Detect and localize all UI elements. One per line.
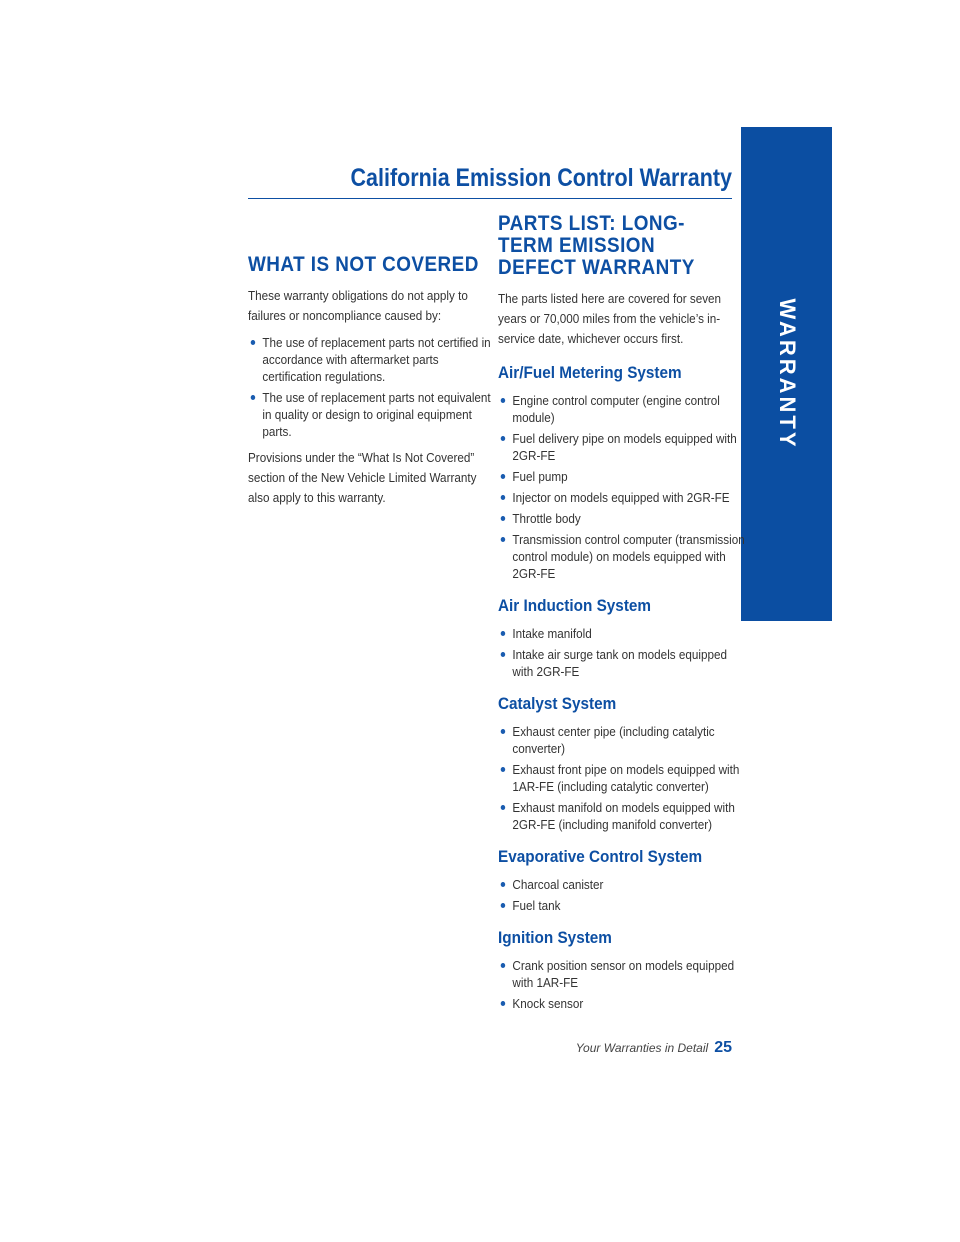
- warranty-side-tab: [741, 127, 832, 621]
- list-item: Intake air surge tank on models equipped with 2GR-FE: [498, 646, 746, 680]
- catalyst-list: [498, 723, 740, 833]
- air-induction-list: [498, 625, 732, 680]
- bullet-icon: [501, 652, 506, 657]
- list-item: Knock sensor: [498, 995, 746, 1012]
- section-heading-air-induction: Air Induction System: [498, 596, 652, 615]
- list-item: Engine control computer (engine control module): [498, 392, 746, 426]
- list-item: The use of replacement parts not equivalent in quality or design to original equipment parts.: [248, 389, 497, 440]
- section-heading-evaporative: Evaporative Control System: [498, 847, 703, 866]
- list-item: Charcoal canister: [498, 876, 746, 893]
- right-column: [498, 212, 745, 1020]
- bullet-icon: [501, 436, 506, 441]
- list-item: Exhaust center pipe (including catalytic converter): [498, 723, 746, 757]
- list-item: Transmission control computer (transmission control module) on models equipped with 2GR-FE: [498, 531, 746, 582]
- bullet-icon: [501, 882, 506, 887]
- page-footer: [498, 1039, 732, 1057]
- list-item: Fuel delivery pipe on models equipped with 2GR-FE: [498, 430, 746, 464]
- bullet-icon: [501, 767, 506, 772]
- bullet-icon: [501, 398, 506, 403]
- bullet-icon: [251, 340, 256, 345]
- list-item: Intake manifold: [498, 625, 746, 642]
- bullet-icon: [501, 631, 506, 636]
- section-heading-ignition: Ignition System: [498, 928, 612, 947]
- section-heading-catalyst: Catalyst System: [498, 694, 617, 713]
- bullet-icon: [501, 537, 506, 542]
- parts-list-heading: PARTS LIST: LONG-TERM EMISSION DEFECT WARRANTY: [498, 212, 695, 279]
- bullet-icon: [501, 729, 506, 734]
- list-item: Injector on models equipped with 2GR-FE: [498, 489, 746, 506]
- bullet-icon: [251, 395, 256, 400]
- ignition-list: [498, 957, 735, 1012]
- air-fuel-list: [498, 392, 745, 582]
- bullet-icon: [501, 805, 506, 810]
- evaporative-list: [498, 876, 732, 914]
- bullet-icon: [501, 516, 506, 521]
- bullet-icon: [501, 474, 506, 479]
- list-item: Fuel tank: [498, 897, 746, 914]
- parts-list-intro: The parts listed here are covered for seven years or 70,000 miles from the vehicle’s in-service date, whichever occurs first.: [498, 291, 722, 346]
- list-item: Exhaust front pipe on models equipped with 1AR-FE (including catalytic converter): [498, 761, 746, 795]
- not-covered-list: [248, 334, 491, 440]
- list-item: Exhaust manifold on models equipped with 2GR-FE (including manifold converter): [498, 799, 746, 833]
- list-item: Fuel pump: [498, 468, 746, 485]
- left-column: [248, 253, 491, 516]
- side-tab-label: WARRANTY: [774, 298, 800, 450]
- list-item: Crank position sensor on models equipped with 1AR-FE: [498, 957, 746, 991]
- not-covered-closing: Provisions under the “What Is Not Covered” section of the New Vehicle Limited Warranty also apply to this warranty.: [248, 450, 477, 505]
- title-divider: [248, 198, 732, 199]
- bullet-icon: [501, 1001, 506, 1006]
- page-title: California Emission Control Warranty: [350, 164, 732, 192]
- not-covered-heading: WHAT IS NOT COVERED: [248, 253, 479, 276]
- bullet-icon: [501, 495, 506, 500]
- section-heading-air-fuel: Air/Fuel Metering System: [498, 363, 682, 382]
- list-item: The use of replacement parts not certified in accordance with aftermarket parts certification regulations.: [248, 334, 497, 385]
- not-covered-intro: These warranty obligations do not apply to failures or noncompliance caused by:: [248, 288, 468, 323]
- list-item: Throttle body: [498, 510, 746, 527]
- bullet-icon: [501, 963, 506, 968]
- footer-section-title: Your Warranties in Detail: [575, 1041, 709, 1055]
- bullet-icon: [501, 903, 506, 908]
- page-number: 25: [714, 1039, 732, 1056]
